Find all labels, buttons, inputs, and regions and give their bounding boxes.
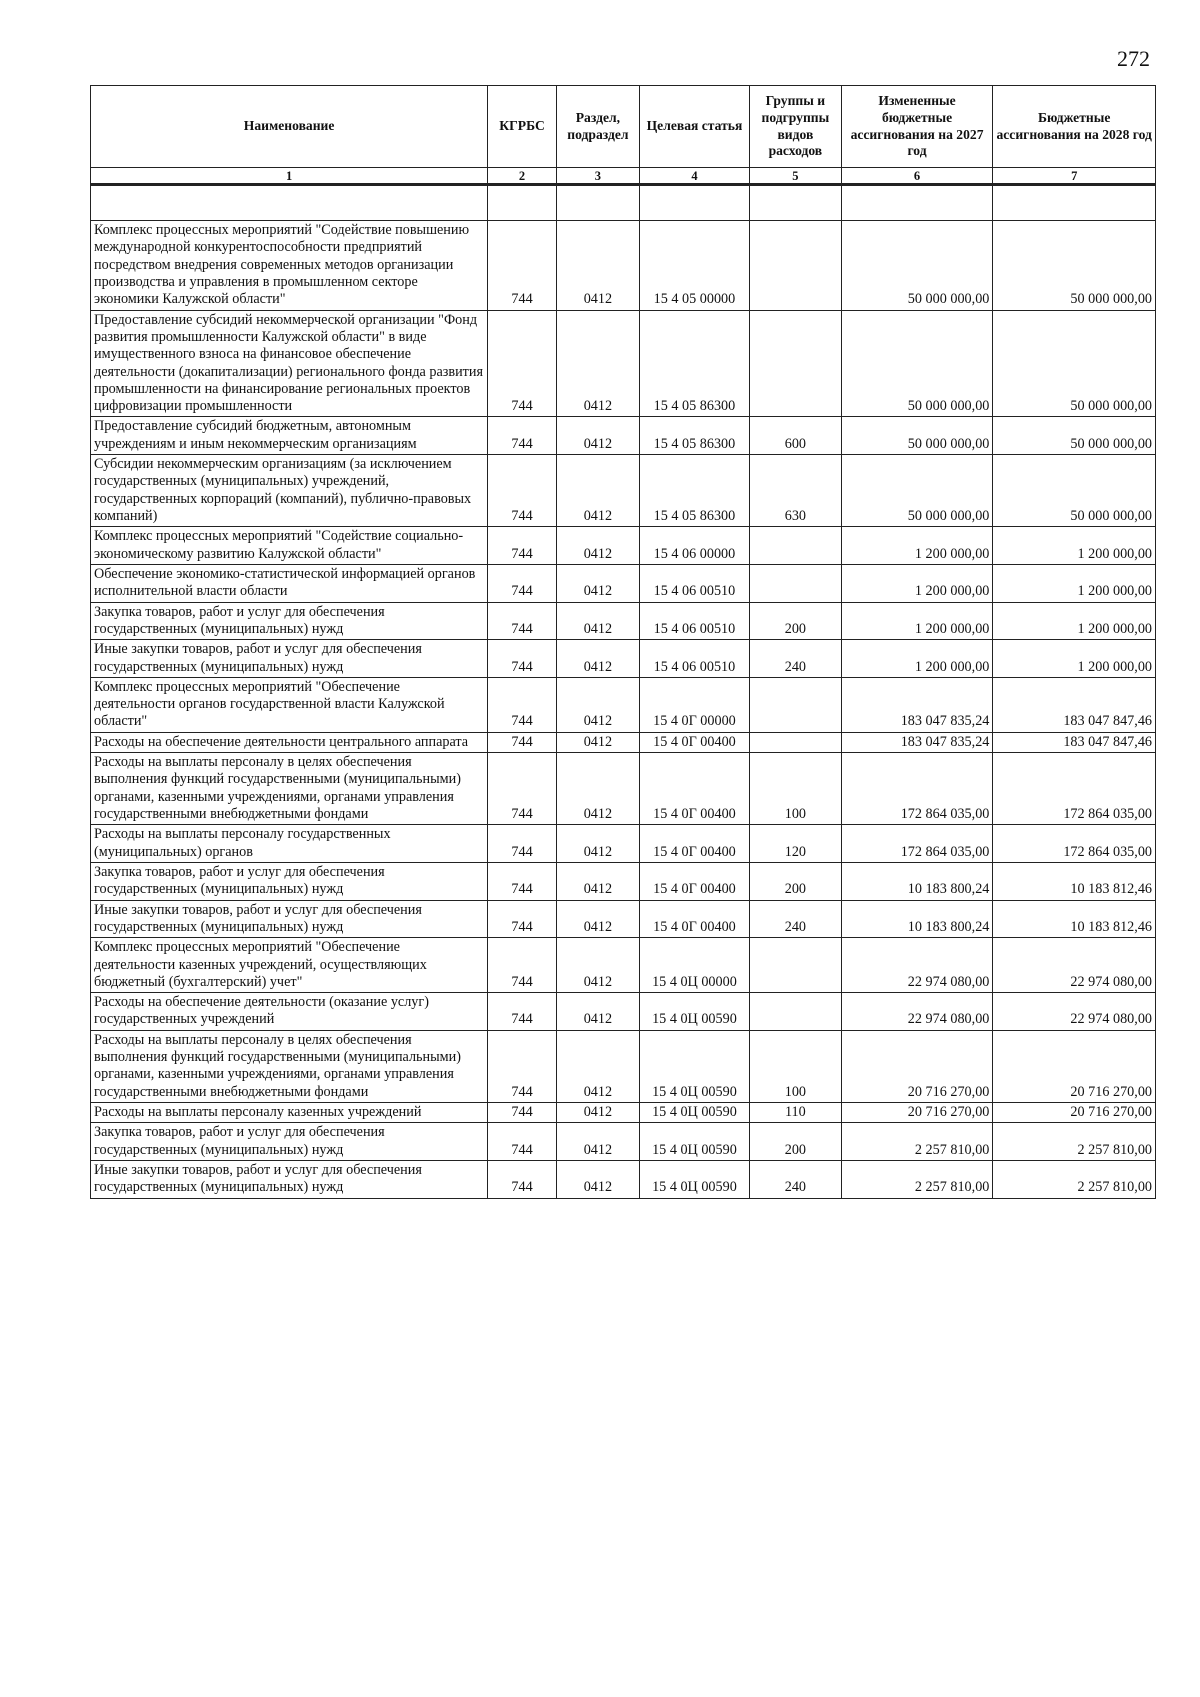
column-number: 1 — [91, 168, 488, 185]
page-number: 272 — [1117, 46, 1150, 71]
cell-expense-group — [750, 993, 842, 1031]
cell-alloc-2028: 172 864 035,00 — [993, 753, 1156, 825]
cell-expense-group — [750, 938, 842, 993]
cell-kgrbs: 744 — [488, 993, 557, 1031]
cell-section: 0412 — [556, 417, 639, 455]
table-row — [91, 564, 1156, 602]
cell-section: 0412 — [556, 602, 639, 640]
table-row — [91, 310, 1156, 417]
table-row — [91, 1160, 1156, 1198]
cell-name: Закупка товаров, работ и услуг для обеспечения государственных (муниципальных) нужд — [91, 1123, 488, 1161]
cell-expense-group: 240 — [750, 900, 842, 938]
cell-alloc-2028: 183 047 847,46 — [993, 677, 1156, 732]
cell-target-article: 15 4 0Г 00400 — [639, 862, 749, 900]
cell-section: 0412 — [556, 900, 639, 938]
cell-kgrbs: 744 — [488, 732, 557, 752]
cell-alloc-2028: 50 000 000,00 — [993, 455, 1156, 527]
cell-section: 0412 — [556, 221, 639, 311]
cell-kgrbs: 744 — [488, 602, 557, 640]
cell-target-article: 15 4 05 00000 — [639, 221, 749, 311]
cell-alloc-2028: 1 200 000,00 — [993, 564, 1156, 602]
cell-changed-2027: 50 000 000,00 — [841, 310, 993, 417]
cell-target-article: 15 4 0Ц 00590 — [639, 1160, 749, 1198]
cell-kgrbs: 744 — [488, 1123, 557, 1161]
cell-name: Расходы на выплаты персоналу казенных учреждений — [91, 1103, 488, 1123]
cell-target-article: 15 4 06 00510 — [639, 564, 749, 602]
cell-changed-2027: 20 716 270,00 — [841, 1103, 993, 1123]
cell-expense-group — [750, 527, 842, 565]
cell-kgrbs: 744 — [488, 825, 557, 863]
table-row — [91, 221, 1156, 311]
header-alloc-2028: Бюджетные ассигнования на 2028 год — [993, 86, 1156, 168]
cell-name: Расходы на выплаты персоналу в целях обеспечения выполнения функций государственными (муниципальными) органами, казенными учреждениями, органами управления государственными внебюджетными фондами — [91, 753, 488, 825]
cell-kgrbs: 744 — [488, 221, 557, 311]
header-kgrbs: КГРБС — [488, 86, 557, 168]
cell-section: 0412 — [556, 527, 639, 565]
table-row — [91, 1123, 1156, 1161]
cell-section: 0412 — [556, 1030, 639, 1102]
cell-changed-2027: 22 974 080,00 — [841, 993, 993, 1031]
cell-changed-2027: 1 200 000,00 — [841, 602, 993, 640]
cell-expense-group: 120 — [750, 825, 842, 863]
cell-kgrbs: 744 — [488, 455, 557, 527]
cell-target-article: 15 4 06 00000 — [639, 527, 749, 565]
cell-expense-group — [750, 564, 842, 602]
cell-kgrbs: 744 — [488, 527, 557, 565]
cell-expense-group: 100 — [750, 1030, 842, 1102]
table-row — [91, 900, 1156, 938]
cell-section: 0412 — [556, 677, 639, 732]
cell-kgrbs: 744 — [488, 564, 557, 602]
cell-expense-group: 200 — [750, 1123, 842, 1161]
cell-target-article: 15 4 0Г 00400 — [639, 753, 749, 825]
cell-kgrbs: 744 — [488, 417, 557, 455]
cell-changed-2027: 10 183 800,24 — [841, 862, 993, 900]
cell-section: 0412 — [556, 753, 639, 825]
cell-section: 0412 — [556, 564, 639, 602]
cell-changed-2027: 2 257 810,00 — [841, 1160, 993, 1198]
header-changed-2027: Измененные бюджетные ассигнования на 2027 год — [841, 86, 993, 168]
cell-expense-group: 240 — [750, 1160, 842, 1198]
cell-alloc-2028: 1 200 000,00 — [993, 640, 1156, 678]
cell-section: 0412 — [556, 1123, 639, 1161]
cell-target-article: 15 4 06 00510 — [639, 640, 749, 678]
cell-changed-2027: 50 000 000,00 — [841, 221, 993, 311]
column-number-row — [91, 168, 1156, 185]
header-name: Наименование — [91, 86, 488, 168]
cell-changed-2027: 1 200 000,00 — [841, 640, 993, 678]
cell-target-article: 15 4 0Г 00000 — [639, 677, 749, 732]
cell-expense-group — [750, 310, 842, 417]
cell-kgrbs: 744 — [488, 640, 557, 678]
cell-section: 0412 — [556, 455, 639, 527]
cell-alloc-2028: 20 716 270,00 — [993, 1103, 1156, 1123]
table-row — [91, 862, 1156, 900]
cell-expense-group: 100 — [750, 753, 842, 825]
cell-target-article: 15 4 05 86300 — [639, 455, 749, 527]
column-number: 2 — [488, 168, 557, 185]
cell-kgrbs: 744 — [488, 938, 557, 993]
cell-changed-2027: 22 974 080,00 — [841, 938, 993, 993]
cell-target-article: 15 4 05 86300 — [639, 417, 749, 455]
table-row — [91, 732, 1156, 752]
column-number: 3 — [556, 168, 639, 185]
cell-name: Закупка товаров, работ и услуг для обеспечения государственных (муниципальных) нужд — [91, 862, 488, 900]
cell-target-article: 15 4 06 00510 — [639, 602, 749, 640]
cell-alloc-2028: 1 200 000,00 — [993, 602, 1156, 640]
cell-name: Комплекс процессных мероприятий "Содействие повышению международной конкурентоспособности предприятий посредством внедрения современных методов организации производства и управления в промышленном секторе экономики Калужской области" — [91, 221, 488, 311]
header-section: Раздел, подраздел — [556, 86, 639, 168]
cell-section: 0412 — [556, 1160, 639, 1198]
cell-kgrbs: 744 — [488, 310, 557, 417]
column-number: 7 — [993, 168, 1156, 185]
cell-name: Иные закупки товаров, работ и услуг для обеспечения государственных (муниципальных) нужд — [91, 900, 488, 938]
cell-name: Обеспечение экономико-статистической информацией органов исполнительной власти области — [91, 564, 488, 602]
cell-name: Комплекс процессных мероприятий "Обеспечение деятельности органов государственной власти Калужской области" — [91, 677, 488, 732]
cell-alloc-2028: 50 000 000,00 — [993, 310, 1156, 417]
table-row — [91, 602, 1156, 640]
cell-section: 0412 — [556, 862, 639, 900]
table-body — [91, 185, 1156, 1199]
cell-expense-group — [750, 221, 842, 311]
cell-section: 0412 — [556, 938, 639, 993]
cell-kgrbs: 744 — [488, 677, 557, 732]
cell-target-article: 15 4 0Ц 00590 — [639, 1030, 749, 1102]
cell-name: Расходы на выплаты персоналу государственных (муниципальных) органов — [91, 825, 488, 863]
cell-name: Расходы на обеспечение деятельности центрального аппарата — [91, 732, 488, 752]
cell-alloc-2028: 2 257 810,00 — [993, 1160, 1156, 1198]
cell-name: Закупка товаров, работ и услуг для обеспечения государственных (муниципальных) нужд — [91, 602, 488, 640]
cell-target-article: 15 4 0Г 00400 — [639, 732, 749, 752]
cell-kgrbs: 744 — [488, 753, 557, 825]
cell-changed-2027: 10 183 800,24 — [841, 900, 993, 938]
cell-expense-group: 240 — [750, 640, 842, 678]
cell-alloc-2028: 183 047 847,46 — [993, 732, 1156, 752]
cell-kgrbs: 744 — [488, 1160, 557, 1198]
cell-expense-group: 200 — [750, 602, 842, 640]
cell-alloc-2028: 50 000 000,00 — [993, 417, 1156, 455]
cell-name: Иные закупки товаров, работ и услуг для обеспечения государственных (муниципальных) нужд — [91, 640, 488, 678]
cell-target-article: 15 4 0Ц 00000 — [639, 938, 749, 993]
cell-changed-2027: 50 000 000,00 — [841, 417, 993, 455]
cell-name: Предоставление субсидий бюджетным, автономным учреждениям и иным некоммерческим организациям — [91, 417, 488, 455]
cell-target-article: 15 4 0Ц 00590 — [639, 993, 749, 1031]
budget-table — [90, 85, 1156, 1199]
cell-changed-2027: 172 864 035,00 — [841, 825, 993, 863]
cell-section: 0412 — [556, 1103, 639, 1123]
cell-kgrbs: 744 — [488, 900, 557, 938]
table-row — [91, 677, 1156, 732]
cell-changed-2027: 50 000 000,00 — [841, 455, 993, 527]
cell-alloc-2028: 50 000 000,00 — [993, 221, 1156, 311]
header-target: Целевая статья — [639, 86, 749, 168]
cell-changed-2027: 183 047 835,24 — [841, 677, 993, 732]
cell-changed-2027: 20 716 270,00 — [841, 1030, 993, 1102]
cell-target-article: 15 4 0Г 00400 — [639, 825, 749, 863]
cell-changed-2027: 172 864 035,00 — [841, 753, 993, 825]
cell-name: Расходы на выплаты персоналу в целях обеспечения выполнения функций государственными (муниципальными) органами, казенными учреждениями, органами управления государственными внебюджетными фондами — [91, 1030, 488, 1102]
cell-name: Иные закупки товаров, работ и услуг для обеспечения государственных (муниципальных) нужд — [91, 1160, 488, 1198]
cell-changed-2027: 183 047 835,24 — [841, 732, 993, 752]
table-row — [91, 753, 1156, 825]
table-row — [91, 938, 1156, 993]
cell-kgrbs: 744 — [488, 1030, 557, 1102]
cell-alloc-2028: 2 257 810,00 — [993, 1123, 1156, 1161]
cell-expense-group: 630 — [750, 455, 842, 527]
column-number: 6 — [841, 168, 993, 185]
table-row — [91, 640, 1156, 678]
column-number: 4 — [639, 168, 749, 185]
cell-changed-2027: 1 200 000,00 — [841, 564, 993, 602]
cell-alloc-2028: 20 716 270,00 — [993, 1030, 1156, 1102]
cell-section: 0412 — [556, 993, 639, 1031]
cell-expense-group: 600 — [750, 417, 842, 455]
cell-name: Расходы на обеспечение деятельности (оказание услуг) государственных учреждений — [91, 993, 488, 1031]
cell-alloc-2028: 22 974 080,00 — [993, 938, 1156, 993]
cell-section: 0412 — [556, 310, 639, 417]
cell-target-article: 15 4 0Ц 00590 — [639, 1103, 749, 1123]
cell-section: 0412 — [556, 732, 639, 752]
header-row — [91, 86, 1156, 168]
cell-alloc-2028: 10 183 812,46 — [993, 900, 1156, 938]
cell-target-article: 15 4 0Г 00400 — [639, 900, 749, 938]
cell-section: 0412 — [556, 825, 639, 863]
cell-section: 0412 — [556, 640, 639, 678]
cell-expense-group: 200 — [750, 862, 842, 900]
table-row — [91, 1103, 1156, 1123]
cell-name: Комплекс процессных мероприятий "Содействие социально-экономическому развитию Калужской области" — [91, 527, 488, 565]
table-row — [91, 825, 1156, 863]
table-row — [91, 455, 1156, 527]
cell-kgrbs: 744 — [488, 862, 557, 900]
cell-alloc-2028: 1 200 000,00 — [993, 527, 1156, 565]
cell-alloc-2028: 172 864 035,00 — [993, 825, 1156, 863]
header-group: Группы и подгруппы видов расходов — [750, 86, 842, 168]
cell-target-article: 15 4 05 86300 — [639, 310, 749, 417]
cell-changed-2027: 2 257 810,00 — [841, 1123, 993, 1161]
cell-expense-group — [750, 732, 842, 752]
column-number: 5 — [750, 168, 842, 185]
cell-expense-group — [750, 677, 842, 732]
cell-name: Комплекс процессных мероприятий "Обеспечение деятельности казенных учреждений, осуществляющих бюджетный (бухгалтерский) учет" — [91, 938, 488, 993]
table-row — [91, 993, 1156, 1031]
table-row — [91, 527, 1156, 565]
cell-name: Субсидии некоммерческим организациям (за исключением государственных (муниципальных) учреждений, государственных корпораций (компаний), публично-правовых компаний) — [91, 455, 488, 527]
table-row — [91, 417, 1156, 455]
table-row — [91, 1030, 1156, 1102]
cell-target-article: 15 4 0Ц 00590 — [639, 1123, 749, 1161]
cell-expense-group: 110 — [750, 1103, 842, 1123]
cell-changed-2027: 1 200 000,00 — [841, 527, 993, 565]
cell-kgrbs: 744 — [488, 1103, 557, 1123]
cell-name: Предоставление субсидий некоммерческой организации "Фонд развития промышленности Калужской области" в виде имущественного взноса на финансовое обеспечение деятельности (докапитализации) регионального фонда развития промышленности на финансирование региональных проектов цифровизации промышленности — [91, 310, 488, 417]
spacer-row — [91, 185, 1156, 221]
cell-alloc-2028: 22 974 080,00 — [993, 993, 1156, 1031]
cell-alloc-2028: 10 183 812,46 — [993, 862, 1156, 900]
